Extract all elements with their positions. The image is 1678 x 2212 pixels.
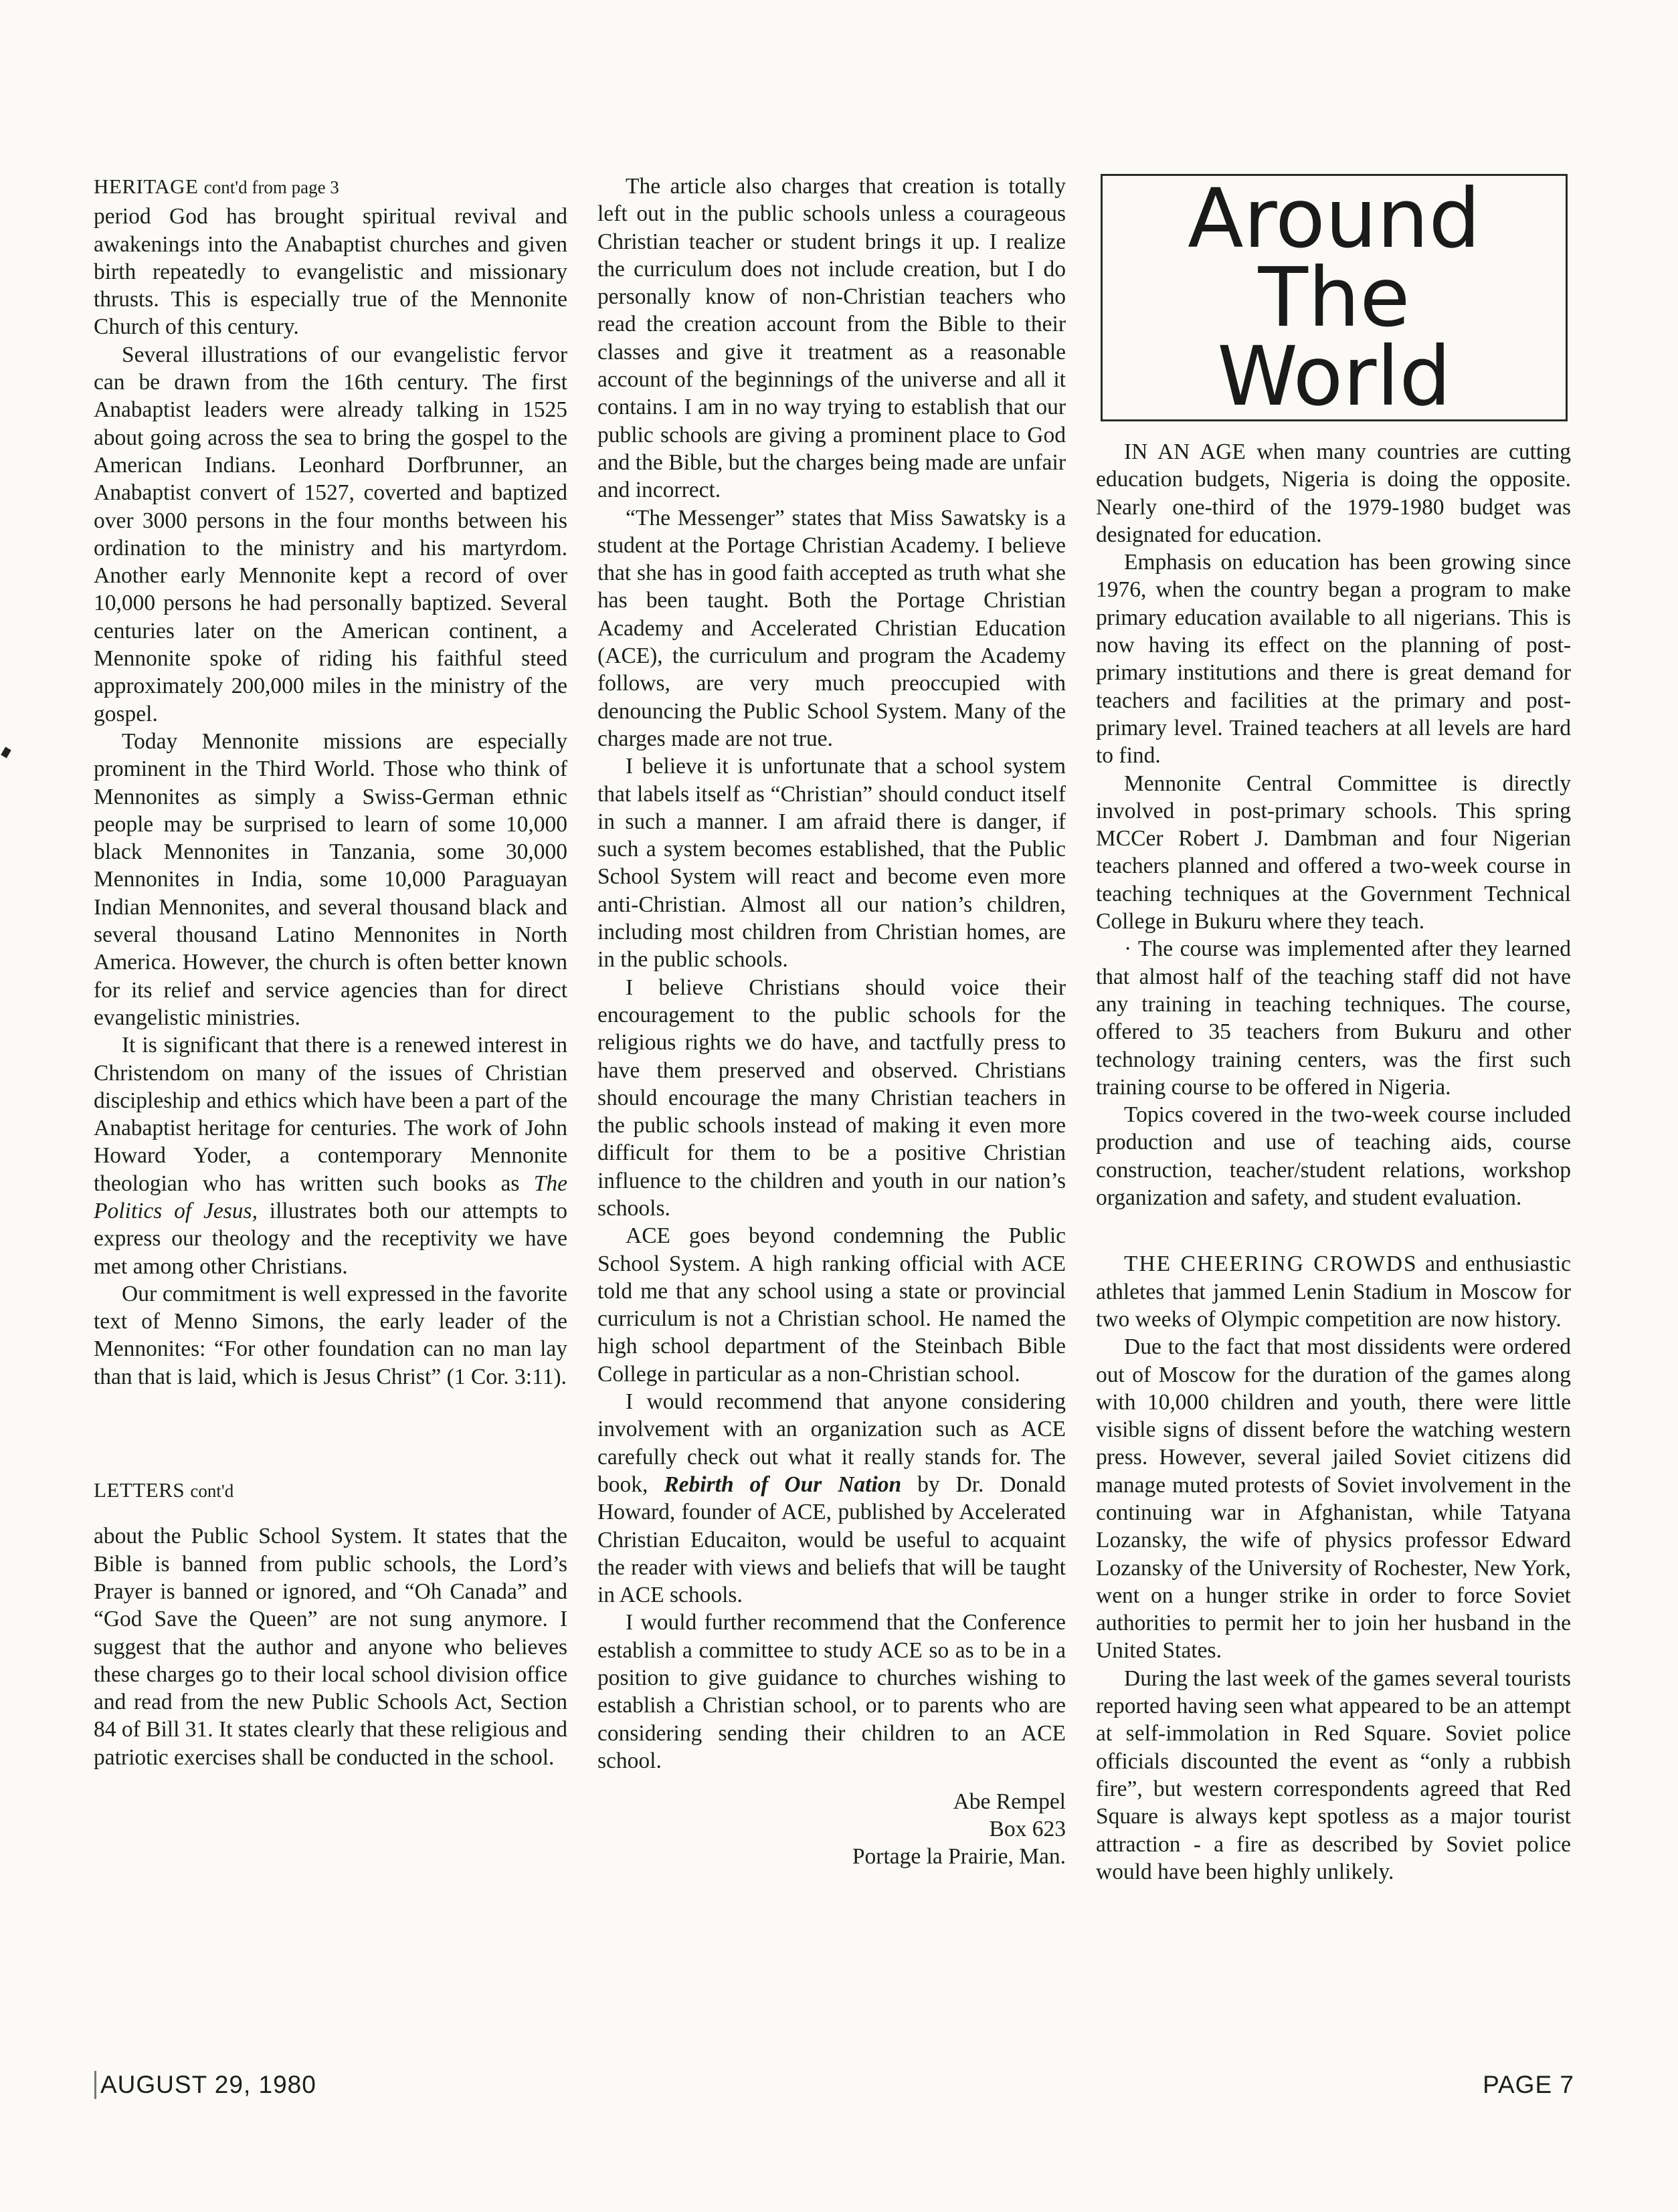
nigeria-paragraph: Mennonite Central Committee is directly involved in post-primary schools. This spring MCCer Robert J. Dambman and four Nigerian teachers planned and offered a two-week course in teaching techniques at the Government Technical College in Bukuru where they teach. [1096,771,1571,934]
signature-place: Portage la Prairie, Man. [852,1844,1066,1870]
paragraph-text: and enthusiastic athletes that jammed Lenin Stadium in Moscow for two weeks of Olympic competition are now history. [1096,1251,1572,1332]
nigeria-paragraph: Topics covered in the two-week course included production and use of teaching aids, course construction, teacher/student relations, workshop organization and safety, and student evaluation. [1096,1102,1571,1211]
letters-paragraph: ACE goes beyond condemning the Public School System. A high ranking official with ACE told me that any school using a state or provincial curriculum is not a Christian school. He named the high school department of the Steinbach Bible College in particular as a non-Christian school. [597,1223,1066,1387]
letters-paragraph: I believe Christians should voice their encouragement to the public schools for the religious rights we do have, and tactfully press to have them preserved and observed. Christians should encourage the many Christian teachers in the public schools instead of making it even more difficult for them to be a positive Christian influence to the children and youth in our nation’s schools. [597,975,1066,1221]
letters-paragraph: I believe it is unfortunate that a school system that labels itself as “Christian” should conduct itself in such a manner. I am afraid there is danger, if such a system becomes established, that the Public School System will react and become even more anti-Christian. Almost all our nation’s children, including most children from Christian homes, are in the public schools. [597,754,1066,973]
paragraph-text: by Dr. Donald Howard, founder of ACE, published by Accelerated Christian Educaiton, would be useful to acquaint the reader with views and beliefs that will be taught in ACE schools. [597,1472,1066,1608]
kicker-rest: cont'd [190,1481,234,1502]
column-2 [597,173,1066,1870]
letters-paragraph: The article also charges that creation is totally left out in the public schools unless a courageous Christian teacher or student brings it up. I realize the curriculum does not include creation, but I do personally know of non-Christian teachers who read the creation account from the Bible to their classes and give it treatment as a reasonable account of the beginnings of the universe and all it contains. I am in no way trying to establish that our public schools are giving a prominent place to God and the Bible, but the charges being made are unfair and incorrect. [597,174,1066,503]
lead-caps: IN AN AGE [1124,439,1246,464]
letters-paragraph: I would further recommend that the Conference establish a committee to study ACE so as to be in a position to give guidance to churches wishing to establish a Christian school, or to parents who are considering sending their children to an ACE school. [597,1610,1066,1773]
paragraph-text: I would recommend that anyone considering involvement with an organization such as ACE carefully check out what it really stands for. The book, [597,1389,1066,1497]
nigeria-paragraph [1096,438,1571,548]
olympics-paragraph: During the last week of the games several tourists reported having seen what appeared to be an attempt at self-immolation in Red Square. Soviet police officials discounted the event as “only a rubbish fire”, but western correspondents agreed that Red Square is always kept spotless as a major tourist attraction - a fire as described by Soviet police would have been highly unlikely. [1096,1666,1571,1884]
heritage-paragraph: Today Mennonite missions are especially prominent in the Third World. Those who think of Mennonites as simply a Swiss-German ethnic people may be surprised to learn of some 10,000 black Mennonites in Tanzania, some 30,000 Mennonites in India, some 10,000 Paraguayan Indian Mennonites, and several thousand black and several thousand Latino Mennonites in North America. However, the church is often better known for its relief and service agencies than for direct evangelistic ministries. [94,728,567,1030]
paragraph-text: when many countries are cutting education budgets, Nigeria is doing the opposite. Nearly one-third of the 1979-1980 budget was designated for education. [1096,439,1571,547]
olympics-paragraph: Due to the fact that most dissidents were ordered out of Moscow for the duration of the games along with 10,000 children and youth, there were little visible signs of dissent before the watching western press. However, several jailed Soviet citizens did manage muted protests of Soviet involvement in the continuing war in Afghanistan, while Tatyana Lozansky, the wife of physics professor Edward Lozansky of the University of Rochester, New York, went on a hunger strike in order to force Soviet authorities to permit her to join her husband in the United States. [1096,1334,1571,1664]
heritage-paragraph [94,1031,567,1280]
kicker-name: HERITAGE [94,175,199,198]
signature-name: Abe Rempel [953,1789,1066,1815]
title-line: World [1217,329,1451,424]
title-line: The [1258,250,1410,345]
heritage-paragraph: Several illustrations of our evangelistic fervor can be drawn from the 16th century. The first Anabaptist leaders were already talking in 1525 about going across the sea to bring the gospel to the American Indians. Leonhard Dorfbrunner, an Anabaptist convert of 1527, coverted and baptized over 3000 persons in the four months between his ordination to the ministry and his martyrdom. Another early Mennonite kept a record of over 10,000 persons he had personally baptized. Several centuries later on the American continent, a Mennonite spoke of riding his faithful steed approximately 200,000 miles in the ministry of the gospel. [94,342,567,726]
kicker-rest: cont'd from page 3 [203,177,339,197]
book-title: The Politics of Jesus, [94,1171,568,1223]
paragraph-text: illustrates both our attempts to express our theology and the receptivity we have met among other Christians. [94,1198,568,1279]
nigeria-paragraph: Emphasis on education has been growing since 1976, when the country began a program to make primary education available to all nigerians. This is now having its effect on the planning of post-primary institutions and there is great demand for teachers and facilities at the primary and post-primary level. Trained teachers at all levels are hard to find. [1096,550,1571,769]
letters-paragraph: “The Messenger” states that Miss Sawatsky is a student at the Portage Christian Academy. I believe that she has in good faith accepted as truth what she has been taught. Both the Portage Christian Academy and Accelerated Christian Education (ACE), the curriculum and program the Academy follows, are very much preoccupied with denouncing the Public School System. Many of the charges made are not true. [597,505,1066,751]
column-1 [94,173,567,1771]
page-number: PAGE 7 [1483,2071,1574,2098]
title-line: Around [1188,171,1481,266]
around-the-world-title [1101,171,1568,424]
signature-box: Box 623 [989,1817,1066,1842]
kicker-name: LETTERS [94,1478,185,1502]
letters-kicker [94,1476,567,1505]
nigeria-paragraph: · The course was implemented after they learned that almost half of the teaching staff did not have any training in teaching techniques. The course, offered to 35 teachers from Bukuru and other technology training centers, was the first such training course to be offered in Nigeria. [1096,936,1571,1100]
heritage-kicker [94,173,567,201]
column-3 [1096,438,1571,1886]
book-title: Rebirth of Our Nation [664,1472,902,1497]
signature [597,1788,1066,1870]
letters-paragraph: about the Public School System. It states that the Bible is banned from public schools, the Lord’s Prayer is banned or ignored, and “Oh Canada” and “God Save the Queen” are not sung anymore. I suggest that the author and anyone who believes these charges go to their local school division office and read from the new Public Schools Act, Section 84 of Bill 31. It states clearly that these religious and patriotic exercises shall be conducted in the school. [94,1524,567,1770]
letters-paragraph [597,1388,1066,1609]
lead-caps: THE CHEERING CROWDS [1124,1251,1418,1277]
scan-mark [1,746,11,758]
olympics-paragraph [1096,1250,1571,1333]
heritage-paragraph: period God has brought spiritual revival and awakenings into the Anabaptist churches and given birth repeatedly to evangelistic and missionary thrusts. This is especially true of the Mennonite Church of this century. [94,204,567,340]
issue-date: AUGUST 29, 1980 [94,2071,316,2099]
heritage-paragraph: Our commitment is well expressed in the favorite text of Menno Simons, the early leader of the Mennonites: “For other foundation can no man lay than that is laid, which is Jesus Christ” (1 Cor. 3:11). [94,1281,567,1389]
paragraph-text: It is significant that there is a renewed interest in Christendom on many of the issues of Christian discipleship and ethics which have been a part of the Anabaptist heritage for centuries. The work of John Howard Yoder, a contemporary Mennonite theologian who has written such books as [94,1033,567,1196]
